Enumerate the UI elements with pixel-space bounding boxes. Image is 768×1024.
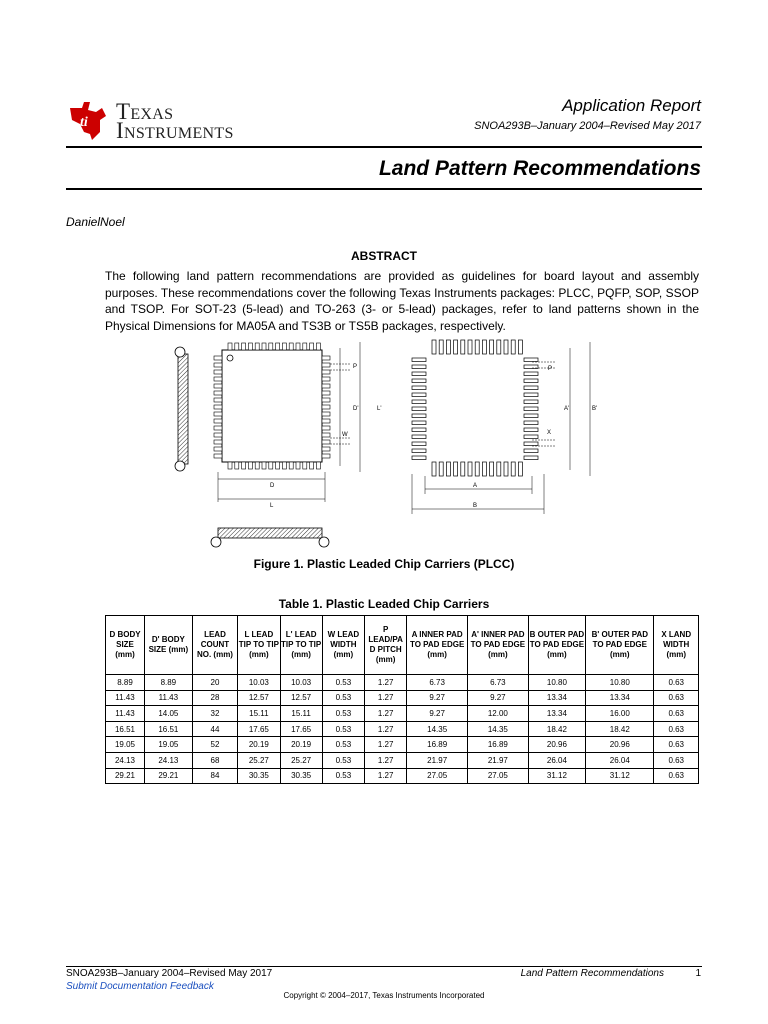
lead: [296, 462, 300, 469]
table-row: [106, 752, 699, 768]
pad: [524, 400, 538, 404]
lead: [214, 412, 222, 416]
pad: [524, 407, 538, 411]
table-cell: 13.34: [528, 706, 585, 722]
lead: [214, 377, 222, 381]
table-cell: 16.51: [106, 721, 145, 737]
table-cell: 0.63: [654, 706, 699, 722]
table-cell: 0.63: [654, 768, 699, 784]
table-header-cell: LEAD COUNT NO. (mm): [192, 616, 238, 675]
pad: [446, 462, 450, 476]
table-cell: 12.57: [238, 690, 280, 706]
lead: [248, 462, 252, 469]
fig-label-a-prime: A': [564, 406, 570, 412]
pad: [518, 340, 522, 354]
table-cell: 11.43: [106, 690, 145, 706]
table-cell: 16.89: [468, 737, 529, 753]
table-cell: 11.43: [145, 690, 193, 706]
table-cell: 24.13: [145, 752, 193, 768]
lead: [322, 454, 330, 458]
table-row: [106, 706, 699, 722]
lead: [322, 440, 330, 444]
header-rule: [66, 146, 702, 148]
table-cell: 8.89: [106, 675, 145, 691]
lead: [322, 384, 330, 388]
table-cell: 20.96: [528, 737, 585, 753]
table-cell: 1.27: [365, 768, 407, 784]
fig-label-p: P: [353, 364, 358, 370]
footer-section: Land Pattern Recommendations: [520, 968, 664, 979]
land-pattern-pads: [412, 340, 538, 476]
lead: [214, 370, 222, 374]
pad: [490, 340, 494, 354]
lead: [214, 433, 222, 437]
logo-line1: Texas: [116, 99, 174, 124]
table-cell: 20.96: [586, 737, 654, 753]
lead: [322, 356, 330, 360]
side-view-left: [175, 347, 188, 471]
table-cell: 84: [192, 768, 238, 784]
table-cell: 0.53: [322, 768, 364, 784]
table-cell: 12.57: [280, 690, 322, 706]
table-cell: 26.04: [586, 752, 654, 768]
table-cell: 31.12: [528, 768, 585, 784]
table-header-row: [106, 616, 699, 675]
lead: [316, 343, 320, 350]
lead: [269, 462, 273, 469]
table-cell: 20: [192, 675, 238, 691]
pad: [504, 340, 508, 354]
lead: [242, 343, 246, 350]
lead: [303, 462, 307, 469]
pad: [412, 379, 426, 383]
table-cell: 15.11: [280, 706, 322, 722]
lead: [310, 343, 314, 350]
table-header-cell: L LEAD TIP TO TIP (mm): [238, 616, 280, 675]
pad: [475, 340, 479, 354]
table-cell: 15.11: [238, 706, 280, 722]
fig-label-w: W: [342, 432, 348, 438]
pad: [412, 358, 426, 362]
table-cell: 11.43: [106, 706, 145, 722]
lead: [228, 343, 232, 350]
pad: [518, 462, 522, 476]
table-row: [106, 768, 699, 784]
table-cell: 12.00: [468, 706, 529, 722]
fig-label-d: D: [270, 483, 275, 489]
table-header-cell: B' OUTER PAD TO PAD EDGE (mm): [586, 616, 654, 675]
table-row: [106, 675, 699, 691]
table-cell: 10.03: [238, 675, 280, 691]
pad: [475, 462, 479, 476]
pad: [524, 379, 538, 383]
abstract-heading: ABSTRACT: [351, 249, 417, 263]
table-cell: 19.05: [145, 737, 193, 753]
ti-state-icon: [66, 98, 110, 142]
lead: [322, 391, 330, 395]
lead: [322, 398, 330, 402]
title-rule: [66, 188, 702, 190]
lead: [235, 343, 239, 350]
table-row: [106, 690, 699, 706]
lead: [322, 363, 330, 367]
pad: [412, 407, 426, 411]
table-cell: 20.19: [238, 737, 280, 753]
pad: [482, 340, 486, 354]
table-header-cell: A INNER PAD TO PAD EDGE (mm): [407, 616, 468, 675]
table-cell: 17.65: [280, 721, 322, 737]
table-cell: 1.27: [365, 752, 407, 768]
lead: [322, 419, 330, 423]
lead: [289, 343, 293, 350]
lead: [322, 370, 330, 374]
lead: [310, 462, 314, 469]
table-cell: 18.42: [586, 721, 654, 737]
table-cell: 0.63: [654, 675, 699, 691]
ti-logo: [66, 98, 266, 148]
table-header-cell: W LEAD WIDTH (mm): [322, 616, 364, 675]
plcc-figure: [160, 334, 620, 554]
table-header-cell: B OUTER PAD TO PAD EDGE (mm): [528, 616, 585, 675]
copyright: Copyright © 2004–2017, Texas Instruments Incorporated: [283, 991, 485, 1000]
pad: [412, 393, 426, 397]
pad: [461, 340, 465, 354]
pad: [412, 442, 426, 446]
table-cell: 0.63: [654, 690, 699, 706]
table-cell: 0.63: [654, 752, 699, 768]
lead: [282, 462, 286, 469]
plcc-package-top-view: [222, 350, 322, 462]
table-cell: 1.27: [365, 706, 407, 722]
pad: [524, 414, 538, 418]
table-header-cell: L' LEAD TIP TO TIP (mm): [280, 616, 322, 675]
table-cell: 10.80: [586, 675, 654, 691]
table-cell: 14.35: [468, 721, 529, 737]
lead: [214, 363, 222, 367]
lead: [322, 377, 330, 381]
table-cell: 9.27: [407, 706, 468, 722]
table-cell: 0.63: [654, 721, 699, 737]
lead: [322, 433, 330, 437]
lead: [228, 462, 232, 469]
lead: [303, 343, 307, 350]
pad: [490, 462, 494, 476]
table-cell: 0.53: [322, 721, 364, 737]
table-header-cell: P LEAD/PA D PITCH (mm): [365, 616, 407, 675]
pad: [468, 340, 472, 354]
fig-label-d-prime: D': [353, 406, 359, 412]
lead: [214, 398, 222, 402]
table-header-cell: D BODY SIZE (mm): [106, 616, 145, 675]
pad: [524, 421, 538, 425]
table-header-cell: A' INNER PAD TO PAD EDGE (mm): [468, 616, 529, 675]
table-cell: 0.63: [654, 737, 699, 753]
table-cell: 1.27: [365, 737, 407, 753]
logo-line2: Instruments: [116, 118, 234, 143]
abstract-text: The following land pattern recommendations are provided as guidelines for board layout and assembly purposes. These recommendations cover the following Texas Instruments packages: PLCC, PQFP, SOP, SSOP and TSOP. For SOT-23 (5-lead) and TO-263 (3- or 5-lead) packages, refer to land patterns shown in the Physical Dimensions for MA05A and TS3B or TS5B packages, respectively.: [105, 269, 699, 333]
lead: [269, 343, 273, 350]
lead: [322, 426, 330, 430]
fig-label-l: L: [270, 503, 274, 509]
table-cell: 27.05: [407, 768, 468, 784]
feedback-link[interactable]: Submit Documentation Feedback: [66, 981, 214, 992]
table-cell: 16.89: [407, 737, 468, 753]
footer-rule: [66, 966, 702, 967]
fig-label-b-prime: B': [592, 406, 598, 412]
table-cell: 0.53: [322, 752, 364, 768]
table-cell: 0.53: [322, 706, 364, 722]
pad: [511, 462, 515, 476]
lead: [235, 462, 239, 469]
pad: [524, 428, 538, 432]
pad: [412, 365, 426, 369]
lead: [214, 440, 222, 444]
table-cell: 13.34: [586, 690, 654, 706]
table-cell: 31.12: [586, 768, 654, 784]
table-cell: 28: [192, 690, 238, 706]
table-cell: 30.35: [238, 768, 280, 784]
pad: [524, 442, 538, 446]
pad: [432, 340, 436, 354]
pad: [504, 462, 508, 476]
table-cell: 6.73: [468, 675, 529, 691]
table-body: [106, 675, 699, 784]
table-caption: Table 1. Plastic Leaded Chip Carriers: [278, 597, 490, 611]
table-header-cell: X LAND WIDTH (mm): [654, 616, 699, 675]
report-id: SNOA293B–January 2004–Revised May 2017: [474, 120, 701, 132]
lead: [248, 343, 252, 350]
table-cell: 24.13: [106, 752, 145, 768]
fig-label-a: A: [473, 483, 478, 489]
pad: [524, 386, 538, 390]
pad: [468, 462, 472, 476]
lead: [242, 462, 246, 469]
table-cell: 10.80: [528, 675, 585, 691]
lead: [255, 462, 259, 469]
table-cell: 14.35: [407, 721, 468, 737]
lead: [214, 405, 222, 409]
table-cell: 21.97: [407, 752, 468, 768]
author: DanielNoel: [66, 215, 125, 229]
pad: [524, 456, 538, 460]
lead: [214, 391, 222, 395]
lead: [214, 356, 222, 360]
lead: [316, 462, 320, 469]
table-row: [106, 737, 699, 753]
pad: [412, 400, 426, 404]
pad: [439, 340, 443, 354]
pad: [524, 449, 538, 453]
lead: [322, 447, 330, 451]
table-cell: 0.53: [322, 690, 364, 706]
fig-label-x: X: [547, 430, 552, 436]
lead: [276, 343, 280, 350]
pad: [439, 462, 443, 476]
table-cell: 17.65: [238, 721, 280, 737]
table-cell: 26.04: [528, 752, 585, 768]
ti-logo-text: [116, 99, 234, 143]
table-cell: 18.42: [528, 721, 585, 737]
page-title: Land Pattern Recommendations: [378, 157, 701, 180]
pad: [412, 414, 426, 418]
pad: [497, 340, 501, 354]
lead: [289, 462, 293, 469]
pad: [461, 462, 465, 476]
lead: [322, 412, 330, 416]
side-view-bottom: [211, 528, 329, 547]
table-cell: 16.00: [586, 706, 654, 722]
table-cell: 25.27: [280, 752, 322, 768]
table-header-cell: D' BODY SIZE (mm): [145, 616, 193, 675]
lead: [276, 462, 280, 469]
lead: [296, 343, 300, 350]
table-cell: 19.05: [106, 737, 145, 753]
pad: [412, 435, 426, 439]
table-cell: 6.73: [407, 675, 468, 691]
pad: [446, 340, 450, 354]
table-cell: 14.05: [145, 706, 193, 722]
lead: [214, 454, 222, 458]
table-row: [106, 721, 699, 737]
table-cell: 9.27: [468, 690, 529, 706]
plcc-table: [105, 615, 699, 784]
pad: [412, 372, 426, 376]
pad: [412, 386, 426, 390]
table-cell: 13.34: [528, 690, 585, 706]
table-cell: 32: [192, 706, 238, 722]
pad: [524, 372, 538, 376]
lead: [214, 419, 222, 423]
lead: [262, 462, 266, 469]
table-cell: 21.97: [468, 752, 529, 768]
pad: [412, 449, 426, 453]
pad: [511, 340, 515, 354]
lead: [214, 426, 222, 430]
table-cell: 1.27: [365, 675, 407, 691]
footer-doc-id: SNOA293B–January 2004–Revised May 2017: [66, 968, 273, 979]
pad: [412, 428, 426, 432]
table-cell: 1.27: [365, 721, 407, 737]
table-cell: 0.53: [322, 675, 364, 691]
table-cell: 25.27: [238, 752, 280, 768]
table-cell: 29.21: [106, 768, 145, 784]
table-cell: 20.19: [280, 737, 322, 753]
pad: [482, 462, 486, 476]
pad: [454, 462, 458, 476]
lead: [322, 405, 330, 409]
table-cell: 68: [192, 752, 238, 768]
table-cell: 27.05: [468, 768, 529, 784]
lead: [262, 343, 266, 350]
pad: [412, 456, 426, 460]
lead: [214, 384, 222, 388]
pad: [524, 435, 538, 439]
table-cell: 29.21: [145, 768, 193, 784]
figure-caption: Figure 1. Plastic Leaded Chip Carriers (PLCC): [253, 557, 515, 571]
page-number: 1: [695, 968, 701, 979]
table-cell: 9.27: [407, 690, 468, 706]
lead: [255, 343, 259, 350]
pad: [524, 393, 538, 397]
fig-label-p-right: P: [548, 366, 553, 372]
lead: [214, 447, 222, 451]
table-cell: 10.03: [280, 675, 322, 691]
table-cell: 8.89: [145, 675, 193, 691]
table-cell: 0.53: [322, 737, 364, 753]
table-cell: 44: [192, 721, 238, 737]
table-cell: 30.35: [280, 768, 322, 784]
pad: [432, 462, 436, 476]
pad: [524, 358, 538, 362]
pad: [454, 340, 458, 354]
svg-text:ti: ti: [80, 115, 88, 130]
table-cell: 1.27: [365, 690, 407, 706]
fig-label-l-prime: L': [377, 406, 382, 412]
pad: [497, 462, 501, 476]
table-cell: 16.51: [145, 721, 193, 737]
pad: [412, 421, 426, 425]
lead: [282, 343, 286, 350]
report-type: Application Report: [562, 96, 701, 115]
fig-label-b: B: [473, 503, 478, 509]
table-cell: 52: [192, 737, 238, 753]
